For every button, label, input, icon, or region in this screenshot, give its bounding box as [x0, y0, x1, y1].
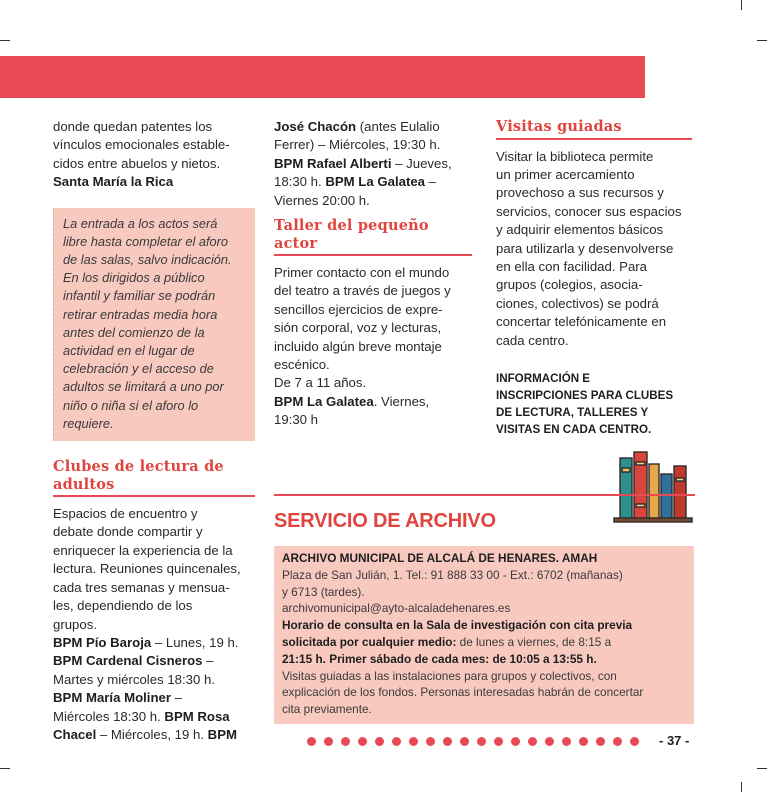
body-line: Primer contacto con el mundo — [274, 265, 450, 281]
column-3 — [496, 118, 692, 438]
dot — [579, 737, 588, 746]
body-line: en ella con facilidad. Para — [496, 258, 648, 274]
heading-line: actor — [274, 234, 318, 252]
body-line: Visitar la biblioteca permite — [496, 148, 654, 164]
body-line: grupos (colegios, asocia- — [496, 277, 643, 293]
visits-line: Visitas guiadas a las instalaciones para grupos y colectivos, con — [282, 668, 617, 683]
body-line: del teatro a través de juegos y — [274, 283, 451, 299]
dot — [324, 737, 333, 746]
library-name: BPM Rosa — [164, 708, 230, 724]
schedule-line — [53, 726, 255, 744]
intro-line: vínculos emocionales estable- — [53, 137, 230, 153]
schedule-line — [274, 173, 472, 191]
hours-bold: Horario de consulta en la Sala de investigación con cita previa — [282, 618, 633, 633]
top-banner — [0, 56, 645, 98]
body-line: cada tres semanas y mensua- — [53, 579, 230, 595]
schedule-text: 18:30 h. — [274, 174, 326, 190]
dot — [562, 737, 571, 746]
books-illustration — [612, 444, 696, 524]
body-line: para utilizarla y desenvolverse — [496, 240, 674, 256]
dot — [426, 737, 435, 746]
body-line: provechoso a sus recursos y — [496, 185, 664, 201]
schedule-text: (antes Eulalio — [356, 119, 440, 134]
dot — [477, 737, 486, 746]
dot — [596, 737, 605, 746]
column-1 — [53, 118, 255, 744]
body-line: sencillos ejercicios de expre- — [274, 301, 443, 317]
schedule-line: Ferrer) – Miércoles, 19:30 h. — [274, 137, 441, 153]
dot — [613, 737, 622, 746]
dot — [528, 737, 537, 746]
library-name: BPM Pío Baroja — [53, 634, 152, 650]
schedule-text: – Miércoles, 19 h. — [96, 726, 208, 742]
archivo-name: ARCHIVO MUNICIPAL DE ALCALÁ DE HENARES. AMAH — [282, 551, 598, 565]
heading-line: Clubes de lectura de — [53, 458, 224, 476]
archivo-rule — [274, 494, 695, 496]
note-line: antes del comienzo de la — [63, 324, 205, 340]
note-line: adultos se limitará a uno por — [63, 379, 224, 395]
schedule-line: Viernes 20:00 h. — [274, 192, 370, 208]
body-line: lectura. Reuniones quincenales, — [53, 561, 241, 577]
note-line: En los dirigidos a público — [63, 270, 205, 286]
schedule-line — [274, 393, 472, 411]
crop-mark — [741, 0, 742, 10]
intro-line: donde quedan patentes los — [53, 119, 213, 134]
body-line: enriquecer la experiencia de la — [53, 542, 233, 558]
schedule-text: – Jueves, — [391, 155, 452, 171]
library-name: BPM Rafael Alberti — [274, 155, 392, 171]
body-line: debate donde compartir y — [53, 524, 203, 540]
address-line: y 6713 (tardes). — [282, 584, 365, 599]
admission-note — [53, 208, 255, 441]
hours-text: de lunes a viernes, de 8:15 a — [456, 634, 612, 649]
library-name: BPM — [207, 726, 237, 742]
library-name: Chacel — [53, 726, 97, 742]
body-line: De 7 a 11 años. — [274, 375, 367, 391]
dot — [392, 737, 401, 746]
dot — [494, 737, 503, 746]
column-2 — [274, 118, 472, 430]
note-line: retirar entradas media hora — [63, 306, 218, 322]
schedule-line — [53, 689, 255, 707]
note-line: de las salas, salvo indicación. — [63, 252, 232, 268]
schedule-text: Miércoles 18:30 h. — [53, 708, 165, 724]
page-number: - 37 - — [659, 733, 690, 748]
library-name: José Chacón — [274, 119, 357, 134]
schedule-text: . Viernes, — [373, 393, 430, 409]
visits-line: explicación de los fondos. Personas interesadas habrán de concertar — [282, 685, 644, 700]
hours-bold: solicitada por cualquier medio: — [282, 634, 457, 649]
library-name: BPM La Galatea — [325, 174, 426, 190]
dot — [409, 737, 418, 746]
heading-line: Taller del pequeño — [274, 217, 429, 235]
footer-dots — [307, 737, 639, 746]
body-line: escénico. — [274, 357, 330, 373]
schedule-line — [53, 652, 255, 670]
section-heading-visitas: Visitas guiadas — [496, 118, 692, 140]
dot — [341, 737, 350, 746]
crop-mark — [0, 768, 10, 769]
body-line: grupos. — [53, 616, 97, 632]
dot — [545, 737, 554, 746]
info-line: VISITAS EN CADA CENTRO. — [496, 422, 652, 436]
body-line: servicios, conocer sus espacios — [496, 203, 682, 219]
body-line: les, dependiendo de los — [53, 598, 193, 614]
email-link[interactable]: archivomunicipal@ayto-alcaladehenares.es — [282, 601, 511, 616]
body-line: concertar telefónicamente en — [496, 314, 667, 330]
venue-name: Santa María la Rica — [53, 174, 174, 190]
schedule-text: – — [170, 690, 182, 706]
dot — [511, 737, 520, 746]
body-line: un primer acercamiento — [496, 166, 635, 182]
dot — [358, 737, 367, 746]
note-line: actividad en el lugar de — [63, 343, 195, 359]
body-line: Espacios de encuentro y — [53, 506, 198, 522]
crop-mark — [757, 40, 767, 41]
schedule-text: – — [202, 653, 214, 669]
crop-mark — [741, 782, 742, 792]
archivo-info-box — [274, 546, 694, 724]
heading-line: adultos — [53, 475, 115, 493]
schedule-line — [274, 118, 472, 136]
crop-mark — [757, 768, 767, 769]
visits-line: cita previamente. — [282, 702, 372, 717]
info-line: INSCRIPCIONES PARA CLUBES — [496, 388, 674, 402]
dot — [443, 737, 452, 746]
schedule-line: 19:30 h — [274, 412, 318, 428]
schedule-line — [53, 634, 255, 652]
section-heading-archivo: SERVICIO DE ARCHIVO — [274, 510, 496, 532]
library-name: BPM Cardenal Cisneros — [53, 653, 203, 669]
dot — [307, 737, 316, 746]
crop-mark — [0, 40, 10, 41]
info-callout — [496, 370, 692, 438]
dot — [630, 737, 639, 746]
body-line: incluido algún breve montaje — [274, 338, 442, 354]
schedule-line — [53, 708, 255, 726]
body-line: ciones, colectivos) se podrá — [496, 295, 659, 311]
note-line: niño o niña si el aforo lo — [63, 397, 199, 413]
info-line: INFORMACIÓN E — [496, 371, 591, 385]
body-line: sión corporal, voz y lecturas, — [274, 320, 442, 336]
schedule-line: Martes y miércoles 18:30 h. — [53, 671, 215, 687]
info-line: DE LECTURA, TALLERES Y — [496, 405, 649, 419]
dot — [460, 737, 469, 746]
hours-bold: 21:15 h. Primer sábado de cada mes: de 10:05 a 13:55 h. — [282, 651, 597, 666]
intro-line: cidos entre abuelos y nietos. — [53, 155, 221, 171]
address-line: Plaza de San Julián, 1. Tel.: 91 888 33 00 - Ext.: 6702 (mañanas) — [282, 567, 623, 582]
note-line: requiere. — [63, 415, 114, 431]
schedule-text: – — [425, 174, 437, 190]
library-name: BPM La Galatea — [274, 393, 374, 409]
note-line: infantil y familiar se podrán — [63, 288, 216, 304]
section-heading-clubes — [53, 458, 255, 497]
note-line: celebración y el acceso de — [63, 361, 214, 377]
schedule-line — [274, 155, 472, 173]
section-heading-taller — [274, 217, 472, 256]
body-line: y adquirir elementos básicos — [496, 222, 664, 238]
note-line: libre hasta completar el aforo — [63, 233, 229, 249]
schedule-text: – Lunes, 19 h. — [151, 634, 239, 650]
note-line: La entrada a los actos será — [63, 215, 218, 231]
library-name: BPM María Moliner — [53, 690, 171, 706]
body-line: cada centro. — [496, 332, 569, 348]
dot — [375, 737, 384, 746]
